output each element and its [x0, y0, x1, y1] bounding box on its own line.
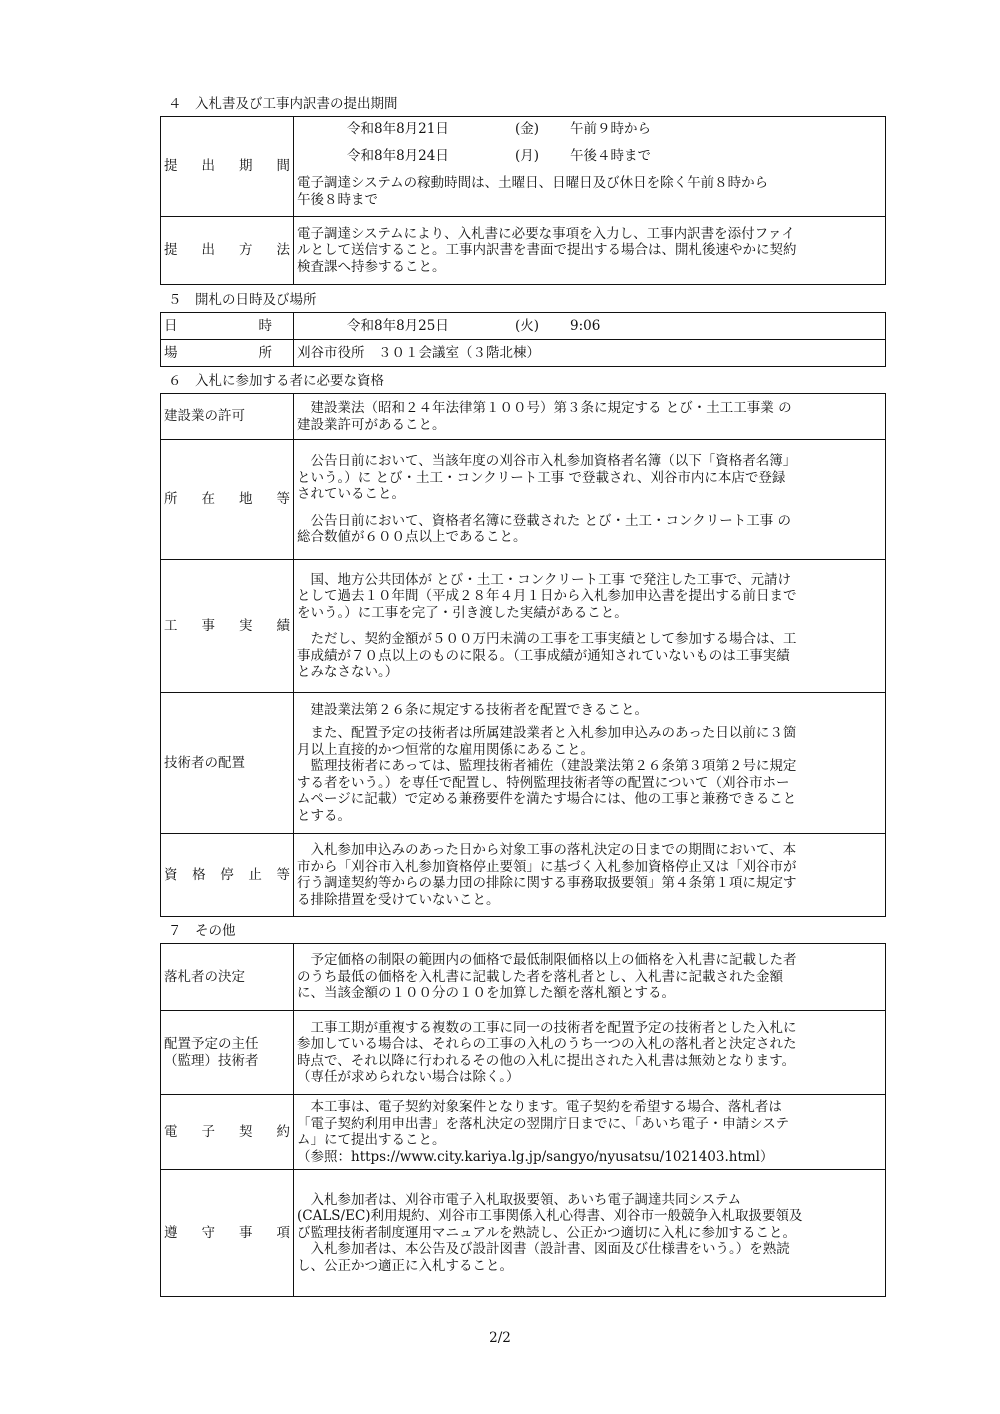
start-time: 午前９時から [570, 121, 651, 137]
method-label: 提 出 方 法 [164, 242, 290, 259]
period-end-line [297, 148, 883, 165]
suspension-label: 資 格 停 止 等 [164, 866, 290, 883]
engineer-label-cell [161, 693, 294, 834]
chief-label: 配置予定の主任 （監理）技術者 [164, 1036, 259, 1069]
compliance-content-cell: 入札参加者は、刈谷市電子入札取扱要領、あいち電子調達共同システム (CALS/EC)利用規約、刈谷市工事関係入札心得書、刈谷市一般競争入札取扱要領及 び監理技術者制度運用マニュアルを熟読し、公正かつ適切に入札に参加すること。 入札参加者は、本公告及び設計図書（設計書、図面及び仕様書をいう。）を熟読 し、公正かつ適正に入札すること。 [294, 1170, 886, 1297]
operating-hours-text: 電子調達システムの稼動時間は、土曜日、日曜日及び休日を除く午前８時から 午後８時まで [297, 175, 769, 208]
engineer-content-cell: 建設業法第２６条に規定する技術者を配置できること。 また、配置予定の技術者は所属建設業者と入札参加申込みのあった日以前に３箇 月以上直接的かつ恒常的な雇用関係にあること。 監理技術者にあっては、監理技術者補佐（建設業法第２６条第３項第２号に規定 する者をいう。）を専任で配置し、特例監理技術者等の配置について（刈谷市ホー ムページに記載）で定める兼務要件を満たす場合には、他の工事と兼務できること とする。 [294, 693, 886, 834]
datetime-content-cell [294, 313, 886, 340]
compliance-label-cell [161, 1170, 294, 1297]
qualification-table [160, 393, 886, 917]
method-label-cell [161, 217, 294, 285]
chief-label-cell [161, 1011, 294, 1095]
end-time: 午後４時まで [570, 147, 651, 164]
winner-label: 落札者の決定 [164, 968, 245, 985]
datetime-label: 日 時 [164, 317, 272, 334]
place-content-cell [294, 340, 886, 367]
opening-place: 刈谷市役所 ３０１会議室（３階北棟） [297, 344, 540, 361]
econtract-label-cell [161, 1095, 294, 1170]
section-4-heading: ４ 入札書及び工事内訳書の提出期間 [168, 96, 398, 112]
reference-url: （参照：https://www.city.kariya.lg.jp/sangyo/nyusatsu/1021403.html） [297, 1148, 774, 1165]
chief-content-cell: 工事工期が重複する複数の工事に同一の技術者を配置予定の技術者とした入札に 参加している場合は、それらの工事の入札のうち一つの入札の落札者と決定された 時点で、それ以降に行われるその他の入札に提出された入札書は無効となります。 （専任が求められない場合は除く。） [294, 1011, 886, 1095]
section-7-heading: ７ その他 [168, 923, 236, 939]
winner-content-cell: 予定価格の制限の範囲内の価格で最低制限価格以上の価格を入札書に記載した者 のうち最低の価格を入札書に記載した者を落札者とし、入札書に記載された金額 に、当該金額の１００分の１０を加算した額を落札額とする。 [294, 944, 886, 1011]
license-label: 建設業の許可 [164, 408, 245, 425]
place-label-cell [161, 340, 294, 367]
license-content-cell: 建設業法（昭和２４年法律第１００号）第３条に規定する とび・土工工事業 の 建設業許可があること。 [294, 394, 886, 440]
method-content-cell: 電子調達システムにより、入札書に必要な事項を入力し、工事内訳書を添付ファイ ルとして送信すること。工事内訳書を書面で提出する場合は、開札後速やかに契約 検査課へ持参すること。 [294, 217, 886, 285]
suspension-content-cell: 入札参加申込みのあった日から対象工事の落札決定の日までの期間において、本 市から「刈谷市入札参加資格停止要領」に基づく入札参加資格停止又は「刈谷市が 行う調達契約等からの暴力団の排除に関する事務取扱要領」第４条第１項に規定す る排除措置を受けていないこと。 [294, 834, 886, 917]
end-weekday: (月) [515, 147, 540, 164]
compliance-label: 遵 守 事 項 [164, 1224, 290, 1241]
start-date: 令和8年8月21日 [347, 121, 449, 137]
opening-time: 9:06 [570, 317, 601, 334]
suspension-label-cell [161, 834, 294, 917]
place-label: 場 所 [164, 344, 272, 361]
opening-weekday: (火) [515, 317, 540, 334]
location-label: 所 在 地 等 [164, 491, 290, 508]
period-start-line [297, 121, 883, 138]
license-label-cell [161, 394, 294, 440]
econtract-content-cell: 本工事は、電子契約対象案件となります。電子契約を希望する場合、落札者は 「電子契約利用申出書」を落札決定の翌開庁日までに、「あいち電子・申請システ ム」にて提出すること。 （参照：https://www.city.kariya.lg.jp/sangyo/nyusatsu/1021403.html） [294, 1095, 886, 1170]
submission-period-table [160, 116, 886, 285]
other-table [160, 943, 886, 1297]
engineer-label: 技術者の配置 [164, 754, 245, 771]
period-label-cell [161, 117, 294, 217]
datetime-label-cell [161, 313, 294, 340]
start-weekday: (金) [515, 121, 540, 137]
record-content-cell: 国、地方公共団体が とび・土工・コンクリート工事 で発注した工事で、元請け として過去１０年間（平成２８年４月１日から入札参加申込書を提出する前日まで をいう。）に工事を完了・引き渡した実績があること。 ただし、契約金額が５００万円未満の工事を工事実績として参加する場合は、工 事成績が７０点以上のものに限る。（工事成績が通知されていないものは工事実績 とみなさない。） [294, 560, 886, 693]
record-label: 工 事 実 績 [164, 617, 290, 634]
section-5-heading: ５ 開札の日時及び場所 [168, 292, 317, 308]
period-label: 提 出 期 間 [164, 158, 290, 175]
econtract-label: 電 子 契 約 [164, 1123, 290, 1140]
opening-date: 令和8年8月25日 [347, 317, 449, 334]
page-number: 2/2 [489, 1330, 511, 1346]
record-label-cell [161, 560, 294, 693]
section-6-heading: ６ 入札に参加する者に必要な資格 [168, 373, 384, 389]
end-date: 令和8年8月24日 [347, 147, 449, 164]
location-label-cell [161, 440, 294, 560]
winner-label-cell [161, 944, 294, 1011]
location-content-cell: 公告日前において、当該年度の刈谷市入札参加資格者名簿（以下「資格者名簿」 という。）に とび・土工・コンクリート工事 で登載され、刈谷市内に本店で登録 されていること。 公告日前において、資格者名簿に登載された とび・土工・コンクリート工事 の 総合数値が６００点以上であること。 [294, 440, 886, 560]
period-content-cell [294, 117, 886, 217]
opening-table [160, 312, 886, 367]
